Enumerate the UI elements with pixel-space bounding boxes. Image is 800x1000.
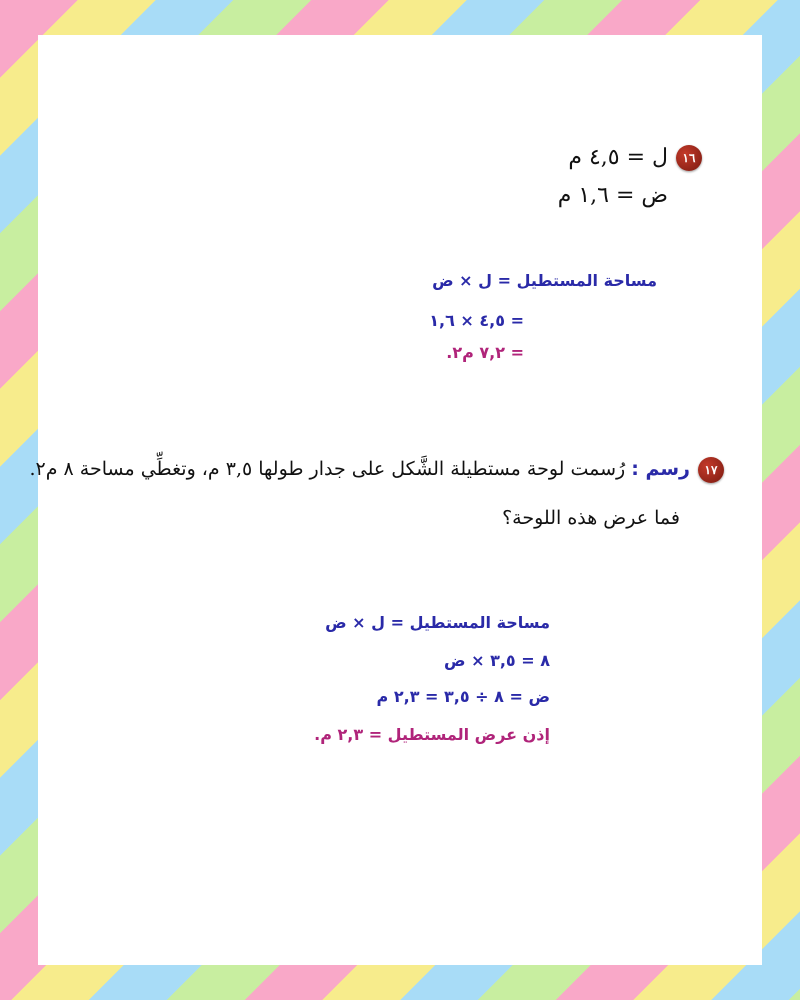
problem-17-step-1: ٨ = ٣,٥ × ض [444, 651, 550, 670]
problem-16-given-length: ١٦ل = ٤,٥ م [568, 145, 702, 171]
problem-16-step-1: = ٤,٥ × ١,٦ [429, 311, 524, 330]
problem-17-conclusion: إذن عرض المستطيل = ٢,٣ م. [314, 725, 550, 744]
problem-17-question-line-2: فما عرض هذه اللوحة؟ [502, 507, 680, 529]
problem-17-number-badge: ١٧ [698, 457, 724, 483]
problem-17-formula: مساحة المستطيل = ل × ض [325, 613, 550, 632]
problem-16-formula: مساحة المستطيل = ل × ض [432, 271, 657, 290]
problem-17-question-line-1: ١٧رسم : رُسمت لوحة مستطيلة الشَّكل على جدار طولها ٣,٥ م، وتغطِّي مساحة ٨ م٢. [29, 457, 724, 483]
problem-16-number-badge: ١٦ [676, 145, 702, 171]
problem-17-step-2: ض = ٨ ÷ ٣,٥ = ٢,٣ م [376, 687, 550, 706]
problem-16-given-width: ض = ١,٦ م [557, 183, 668, 208]
problem-16-result: = ٧,٢ م٢. [446, 343, 524, 362]
problem-17-keyword: رسم : [631, 458, 690, 480]
worksheet-page [29, 35, 762, 965]
